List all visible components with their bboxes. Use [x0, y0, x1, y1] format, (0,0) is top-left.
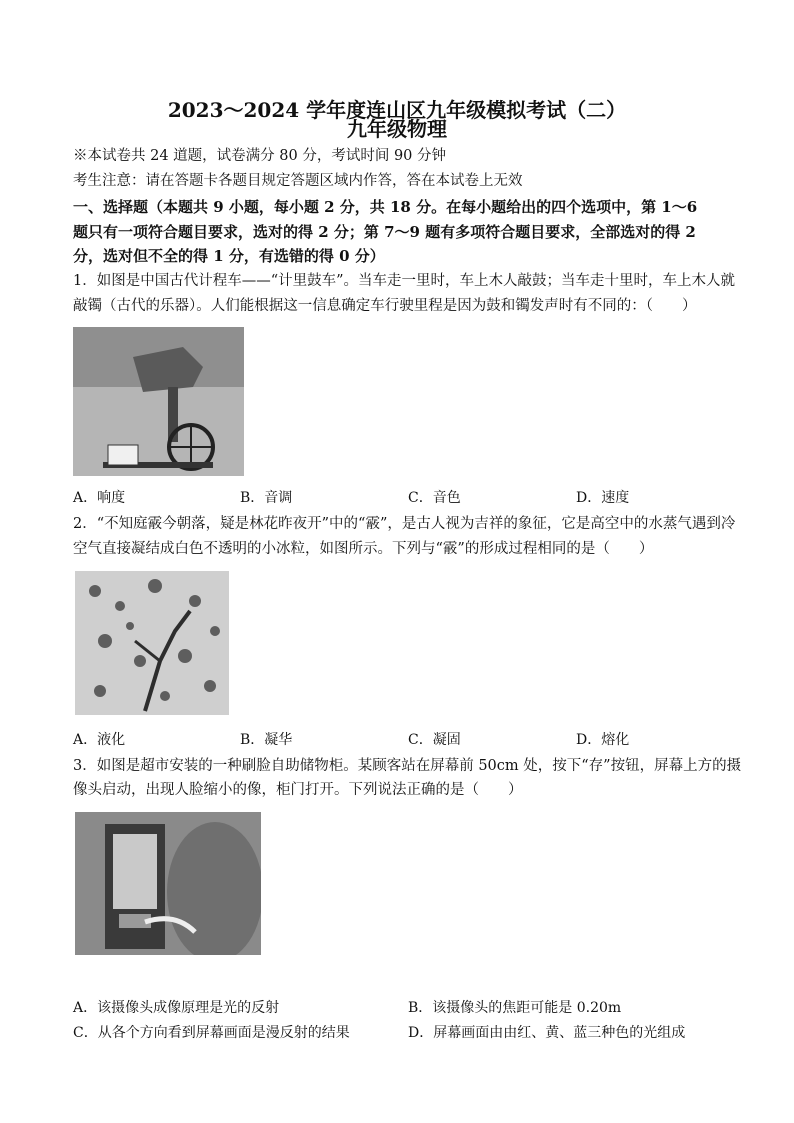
- question-3-text: 像头启动，出现人脸缩小的像，柜门打开。下列说法正确的是（ ）: [73, 782, 523, 798]
- exam-note: ※本试卷共 24 道题，试卷满分 80 分，考试时间 90 分钟: [73, 148, 447, 164]
- graupel-branch-image: [75, 571, 229, 715]
- section-heading-line: 分，选对但不全的得 1 分，有选错的得 0 分）: [73, 247, 385, 265]
- section-heading-line: 一、选择题（本题共 9 小题，每小题 2 分，共 18 分。在每小题给出的四个选项中，第 1～6: [73, 198, 698, 216]
- question-2-text: 空气直接凝结成白色不透明的小冰粒，如图所示。下列与“霰”的形成过程相同的是（ ）: [73, 541, 654, 557]
- option-d: D．熔化: [576, 732, 630, 748]
- ancient-drum-carriage-image: [73, 327, 244, 476]
- option-b: B．音调: [240, 490, 293, 506]
- question-1-text: 1．如图是中国古代计程车——“计里鼓车”。当车走一里时，车上木人敲鼓；当车走十里时，车上木人就: [73, 273, 736, 289]
- page-title: 2023～2024 学年度连山区九年级模拟考试（二）: [167, 98, 627, 122]
- question-3-text: 3．如图是超市安装的一种刷脸自助储物柜。某顾客站在屏幕前 50cm 处，按下“存”按钮，屏幕上方的摄: [73, 758, 742, 774]
- option-b: B．凝华: [240, 732, 293, 748]
- question-2-text: 2．“不知庭霰今朝落，疑是林花昨夜开”中的“霰”，是古人视为吉祥的象征，它是高空中的水蒸气遇到冷: [73, 516, 736, 532]
- exam-note: 考生注意：请在答题卡各题目规定答题区域内作答，答在本试卷上无效: [73, 173, 523, 189]
- option-c: C．从各个方向看到屏幕画面是漫反射的结果: [73, 1025, 350, 1041]
- face-locker-image: [75, 812, 261, 955]
- option-d: D．屏幕画面由由红、黄、蓝三种色的光组成: [408, 1025, 686, 1041]
- option-c: C．凝固: [408, 732, 461, 748]
- option-c: C．音色: [408, 490, 461, 506]
- section-heading-line: 题只有一项符合题目要求，选对的得 2 分；第 7～9 题有多项符合题目要求，全部选对的得 2: [73, 223, 696, 241]
- question-1-text: 敲镯（古代的乐器）。人们能根据这一信息确定车行驶里程是因为鼓和镯发声时有不同的：（ ）: [73, 298, 697, 314]
- option-a: A．响度: [73, 490, 126, 506]
- option-a: A．该摄像头成像原理是光的反射: [73, 1000, 280, 1016]
- option-a: A．液化: [73, 732, 126, 748]
- option-d: D．速度: [576, 490, 630, 506]
- option-b: B．该摄像头的焦距可能是 0.20m: [408, 1000, 622, 1016]
- page-subtitle: 九年级物理: [347, 117, 447, 141]
